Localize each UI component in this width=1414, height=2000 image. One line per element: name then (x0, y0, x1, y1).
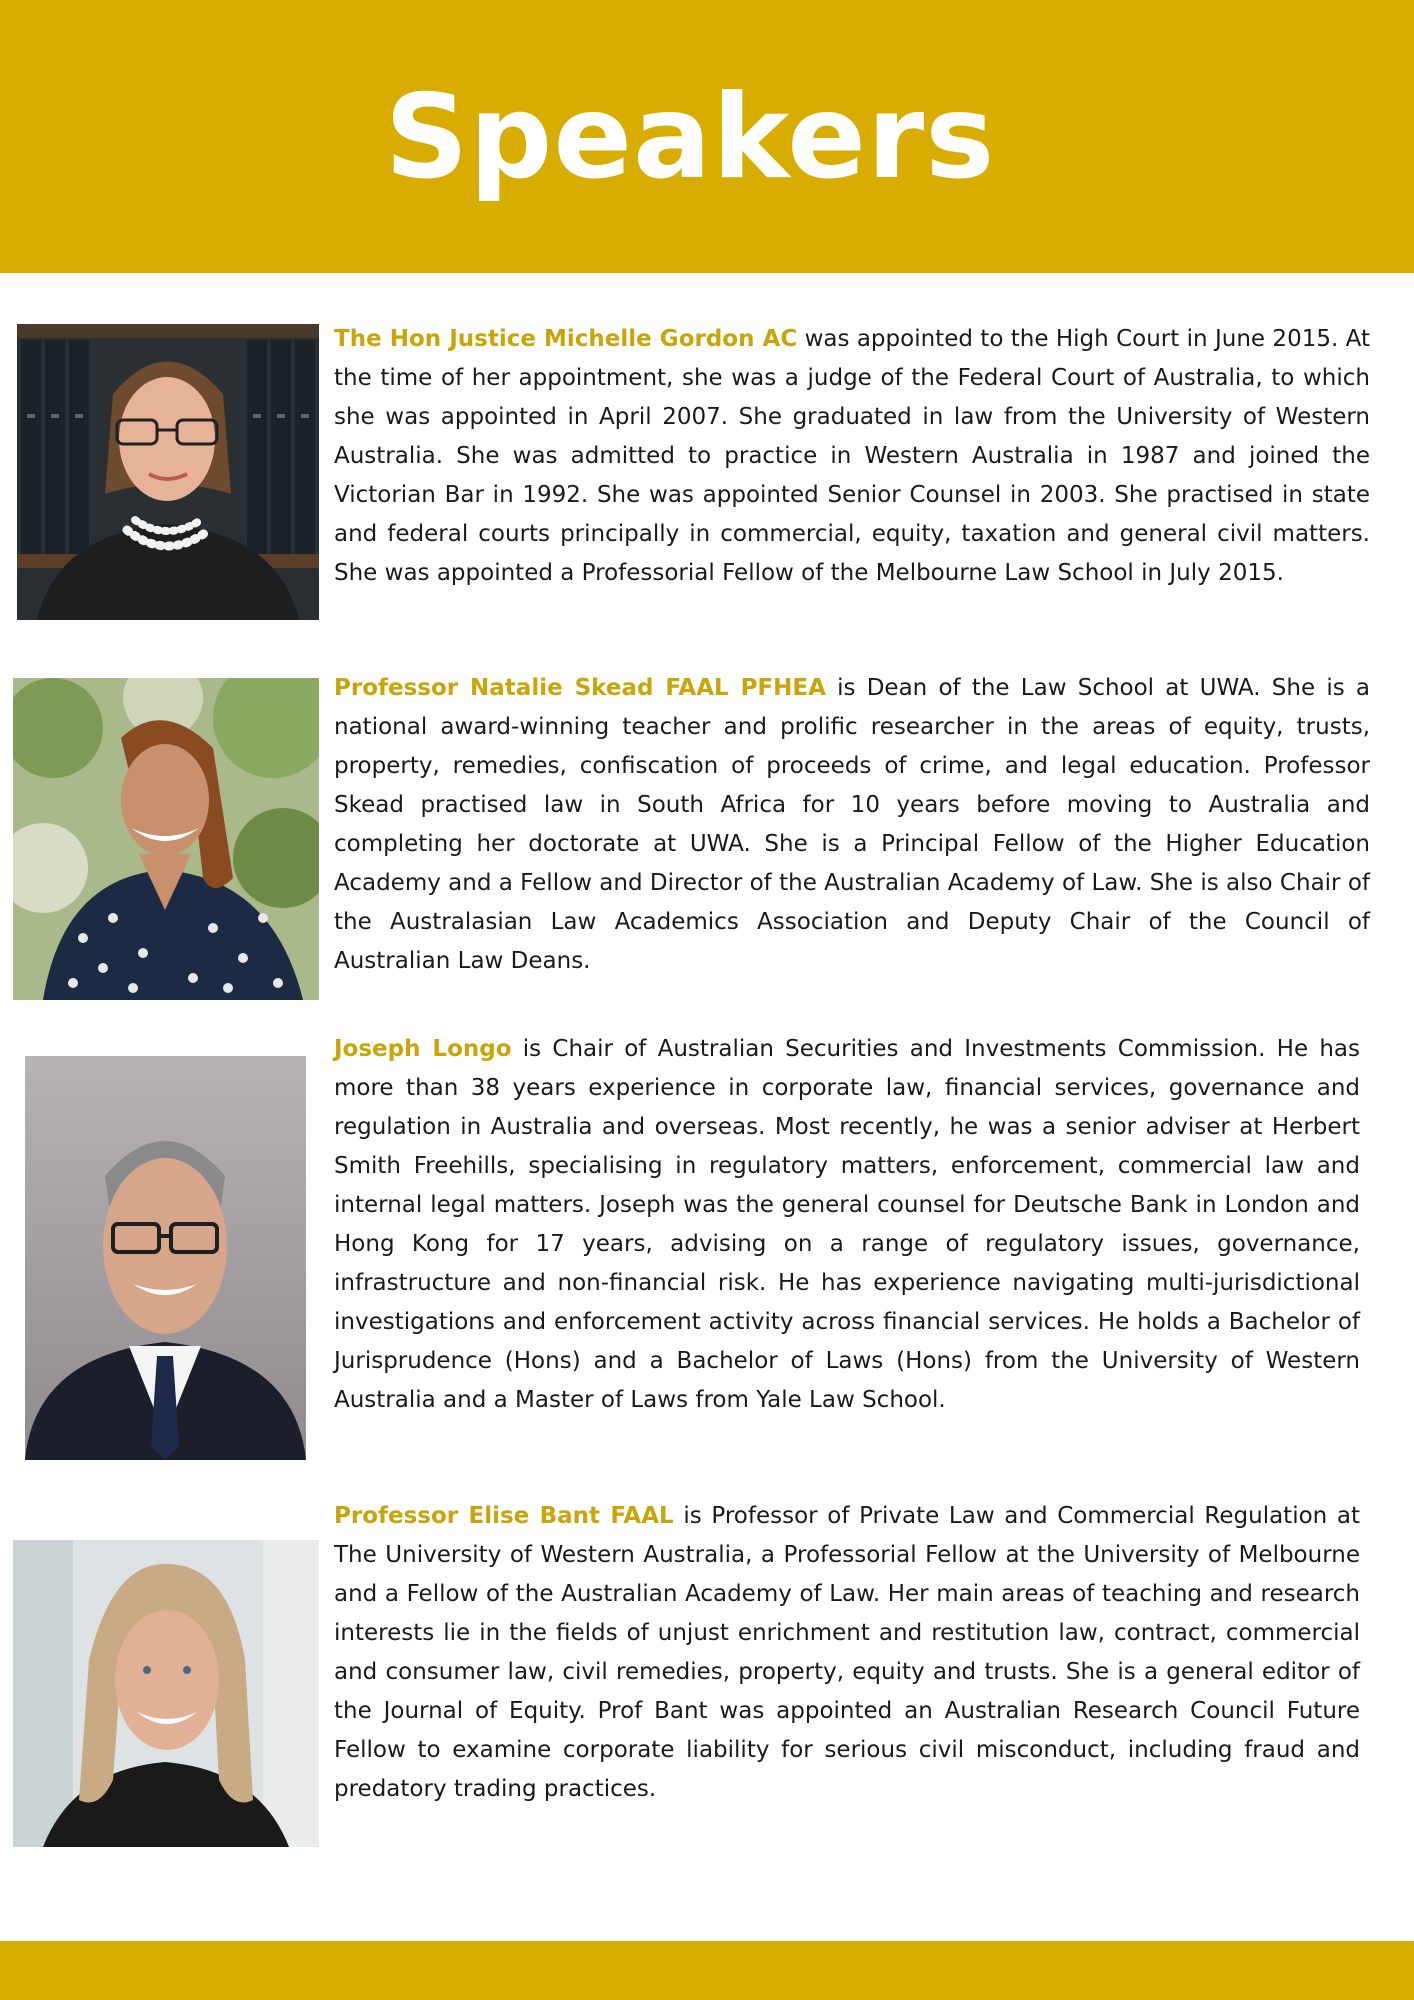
speaker-description: was appointed to the High Court in June 2015. At the time of her appointment, she was a judge of the Federal Court of Australia, to which she was appointed in April 2007. She graduated in law from the University of Western Australia. She was admitted to practice in Western Australia in 1987 and joined the Victorian Bar in 1992. She was appointed Senior Counsel in 2003. She practised in state and federal courts principally in commercial, equity, taxation and general civil matters. She was appointed a Professorial Fellow of the Melbourne Law School in July 2015. (334, 326, 1370, 586)
portrait-image (13, 1540, 319, 1847)
speaker-bio-bant (334, 1497, 1360, 1809)
speaker-bio-longo (334, 1030, 1360, 1420)
speaker-name-skead: Professor Natalie Skead FAAL PFHEA (334, 675, 826, 701)
speaker-name-bant: Professor Elise Bant FAAL (334, 1503, 674, 1529)
speaker-bio-skead (334, 669, 1370, 981)
portrait-image (17, 324, 319, 620)
header-band (0, 0, 1414, 273)
speaker-name-gordon: The Hon Justice Michelle Gordon AC (334, 326, 798, 352)
portrait-image (25, 1056, 306, 1460)
page-title: Speakers (384, 70, 996, 205)
speaker-description: is Chair of Australian Securities and Investments Commission. He has more than 38 years experience in corporate law, financial services, governance and regulation in Australia and overseas. Most recently, he was a senior adviser at Herbert Smith Freehills, specialising in regulatory matters, enforcement, commercial law and internal legal matters. Joseph was the general counsel for Deutsche Bank in London and Hong Kong for 17 years, advising on a range of regulatory issues, governance, infrastructure and non-financial risk. He has experience navigating multi-jurisdictional investigations and enforcement activity across financial services. He holds a Bachelor of Jurisprudence (Hons) and a Bachelor of Laws (Hons) from the University of Western Australia and a Master of Laws from Yale Law School. (334, 1036, 1360, 1413)
speaker-description: is Dean of the Law School at UWA. She is a national award-winning teacher and prolific researcher in the areas of equity, trusts, property, remedies, confiscation of proceeds of crime, and legal education. Professor Skead practised law in South Africa for 10 years before moving to Australia and completing her doctorate at UWA. She is a Principal Fellow of the Higher Education Academy and a Fellow and Director of the Australian Academy of Law. She is also Chair of the Australasian Law Academics Association and Deputy Chair of the Council of Australian Law Deans. (334, 675, 1370, 974)
speaker-name-longo: Joseph Longo (334, 1036, 512, 1062)
speaker-photo-longo (25, 1056, 306, 1460)
speaker-bio-gordon (334, 320, 1370, 593)
portrait-image (13, 678, 319, 1000)
speaker-photo-bant (13, 1540, 319, 1847)
speaker-photo-skead (13, 678, 319, 1000)
speaker-description: is Professor of Private Law and Commercial Regulation at The University of Western Australia, a Professorial Fellow at the University of Melbourne and a Fellow of the Australian Academy of Law. Her main areas of teaching and research interests lie in the fields of unjust enrichment and restitution law, contract, commercial and consumer law, civil remedies, property, equity and trusts. She is a general editor of the Journal of Equity. Prof Bant was appointed an Australian Research Council Future Fellow to examine corporate liability for serious civil misconduct, including fraud and predatory trading practices. (334, 1503, 1360, 1802)
footer-band (0, 1941, 1414, 2000)
speaker-photo-gordon (17, 324, 319, 620)
